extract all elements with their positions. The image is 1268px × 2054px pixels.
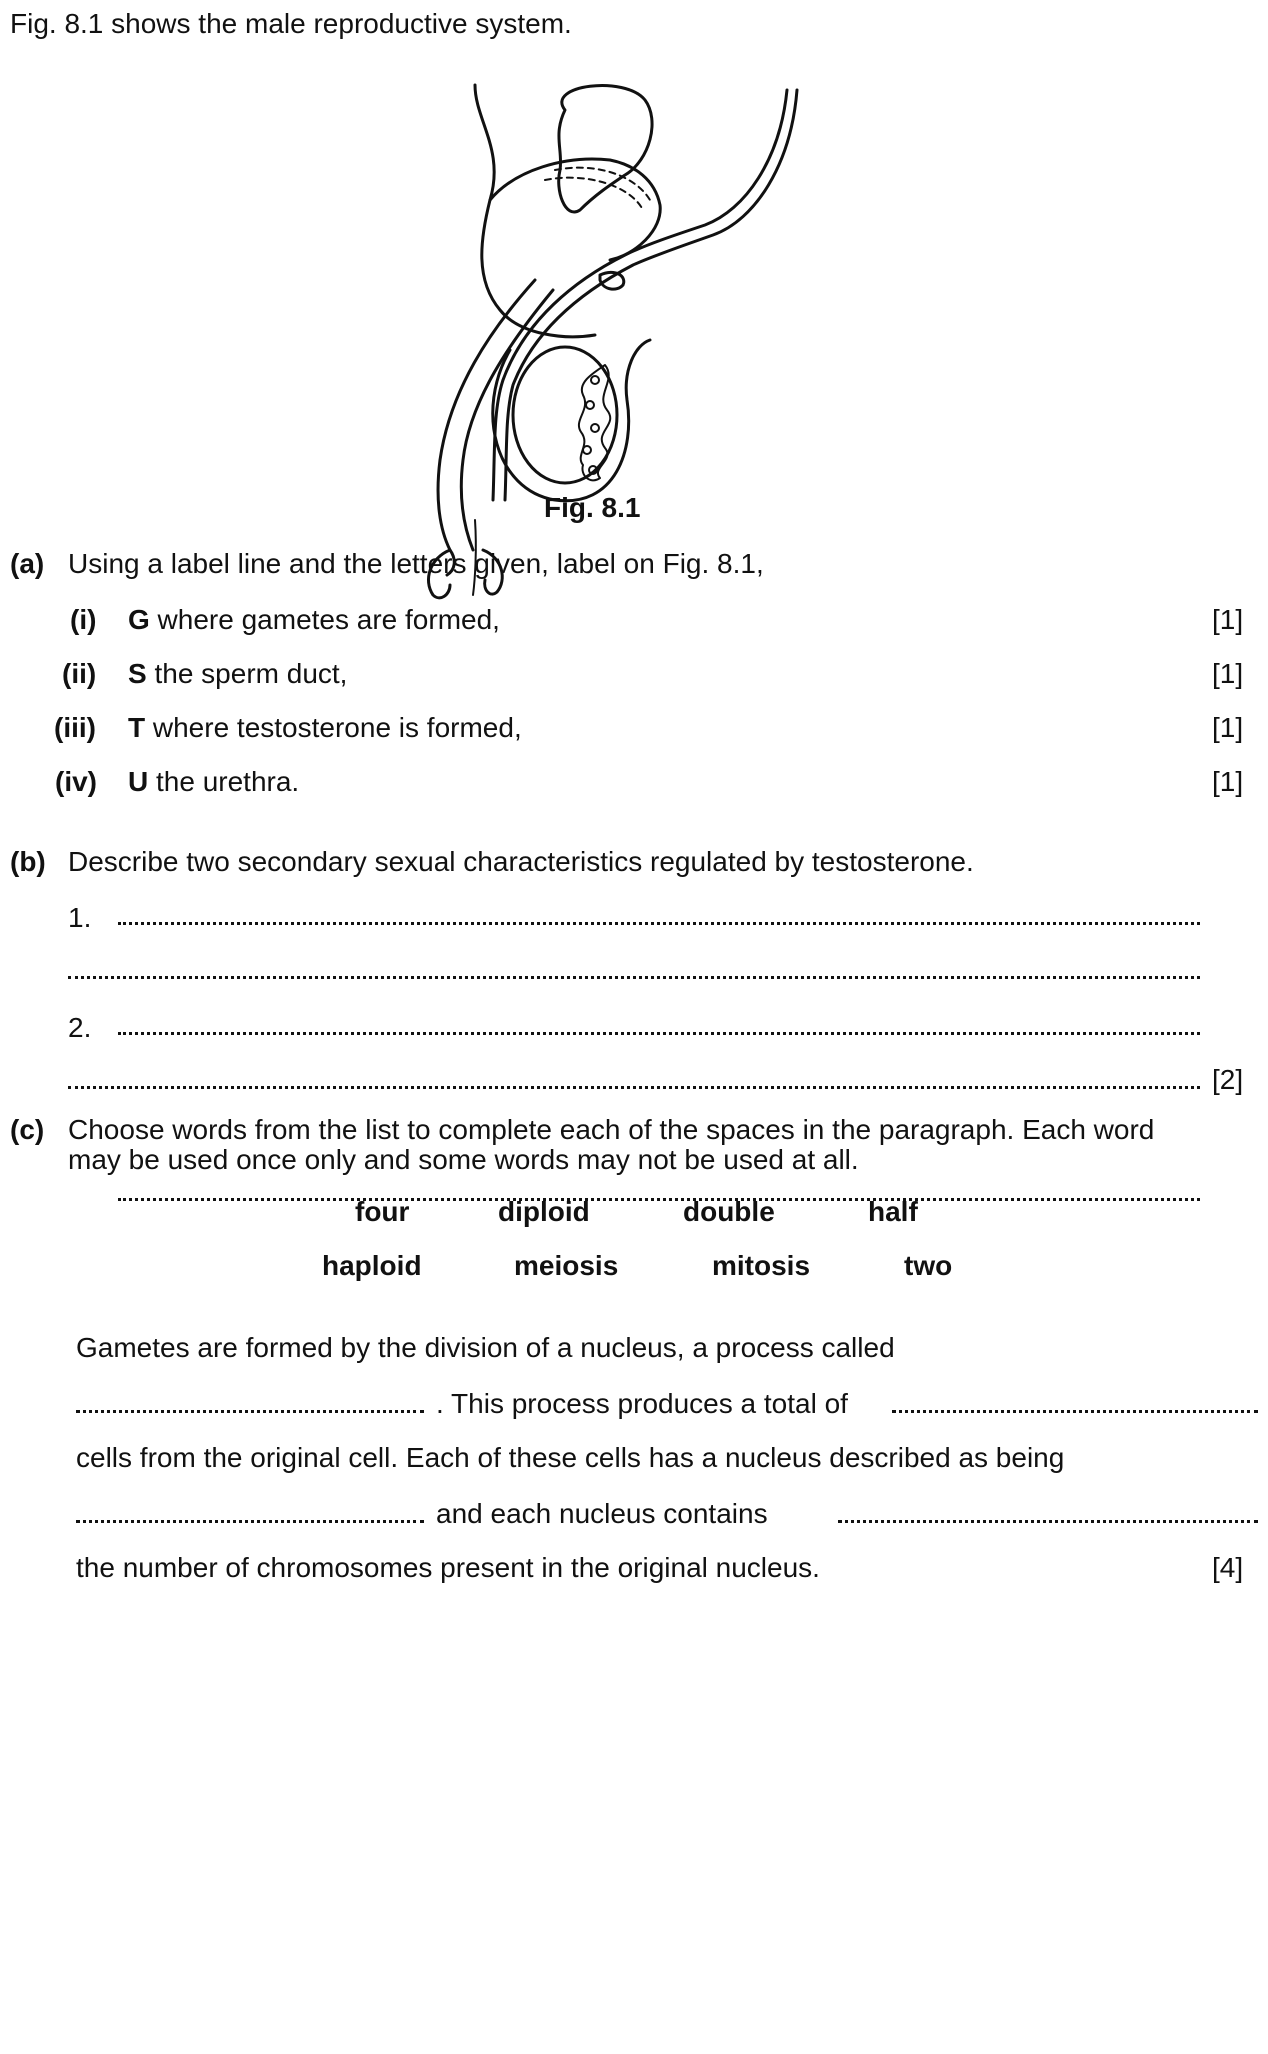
part-a-label: (a) [10,548,45,579]
word-option: half [868,1196,918,1227]
part-a-item-marks: [1] [1212,766,1244,797]
part-a-item-num: (iii) [54,712,96,743]
figure-caption: Fig. 8.1 [544,492,641,523]
part-c-marks: [4] [1212,1552,1244,1583]
part-a-item-num: (iv) [55,766,97,797]
word-option: four [355,1196,410,1227]
sperm-duct-hidden [555,168,650,200]
answer-line-1b[interactable] [68,976,1200,979]
part-a-item-num: (ii) [62,658,97,689]
answer-line-2b[interactable] [68,1086,1200,1089]
part-b-label: (b) [10,846,46,877]
part-c-prompt-line2: may be used once only and some words may not be used at all. [68,1144,859,1175]
sperm-duct-loop [490,159,660,260]
word-option: meiosis [514,1250,619,1281]
blank-1[interactable] [76,1410,424,1413]
answer-number-1: 1. [68,902,92,933]
part-b-marks: [2] [1212,1064,1244,1095]
part-c-prompt-line1: Choose words from the list to complete each of the spaces in the paragraph. Each word [68,1114,1155,1145]
word-option: double [683,1196,775,1227]
part-c-label: (c) [10,1114,45,1145]
word-option: haploid [322,1250,422,1281]
bladder-outline [559,86,652,212]
paragraph-line-4: and each nucleus contains [436,1498,768,1529]
paragraph-line-3: cells from the original cell. Each of these cells has a nucleus described as being [76,1442,1065,1473]
part-a-item-text: G where gametes are formed, [128,604,500,635]
paragraph-line-1: Gametes are formed by the division of a nucleus, a process called [76,1332,895,1363]
part-a-item-num: (i) [70,604,97,635]
word-option: mitosis [712,1250,811,1281]
paragraph-line-2: . This process produces a total of [436,1388,848,1419]
paragraph-line-5: the number of chromosomes present in the original nucleus. [76,1552,820,1583]
epididymis [579,365,610,480]
word-option: diploid [498,1196,590,1227]
answer-line-1a[interactable] [118,922,1200,925]
word-option: two [904,1250,953,1281]
intro-text: Fig. 8.1 shows the male reproductive system. [10,8,572,39]
part-b-prompt: Describe two secondary sexual characteristics regulated by testosterone. [68,846,974,877]
scrotum-outline [493,340,650,501]
part-a-prompt: Using a label line and the letters given, label on Fig. 8.1, [68,548,764,579]
blank-2[interactable] [892,1410,1258,1413]
part-a-item-marks: [1] [1212,604,1244,635]
blank-4[interactable] [838,1520,1258,1523]
blank-3[interactable] [76,1520,424,1523]
part-a-item-marks: [1] [1212,658,1244,689]
answer-line[interactable] [118,1198,1200,1201]
part-a-item-marks: [1] [1212,712,1244,743]
part-a-item-text: S the sperm duct, [128,658,348,689]
part-a-item-text: U the urethra. [128,766,300,797]
sperm-duct-outer [493,90,787,500]
part-a-item-text: T where testosterone is formed, [128,712,522,743]
answer-number-2: 2. [68,1012,92,1043]
penis-outline [438,280,535,575]
answer-line-2a[interactable] [118,1032,1200,1035]
